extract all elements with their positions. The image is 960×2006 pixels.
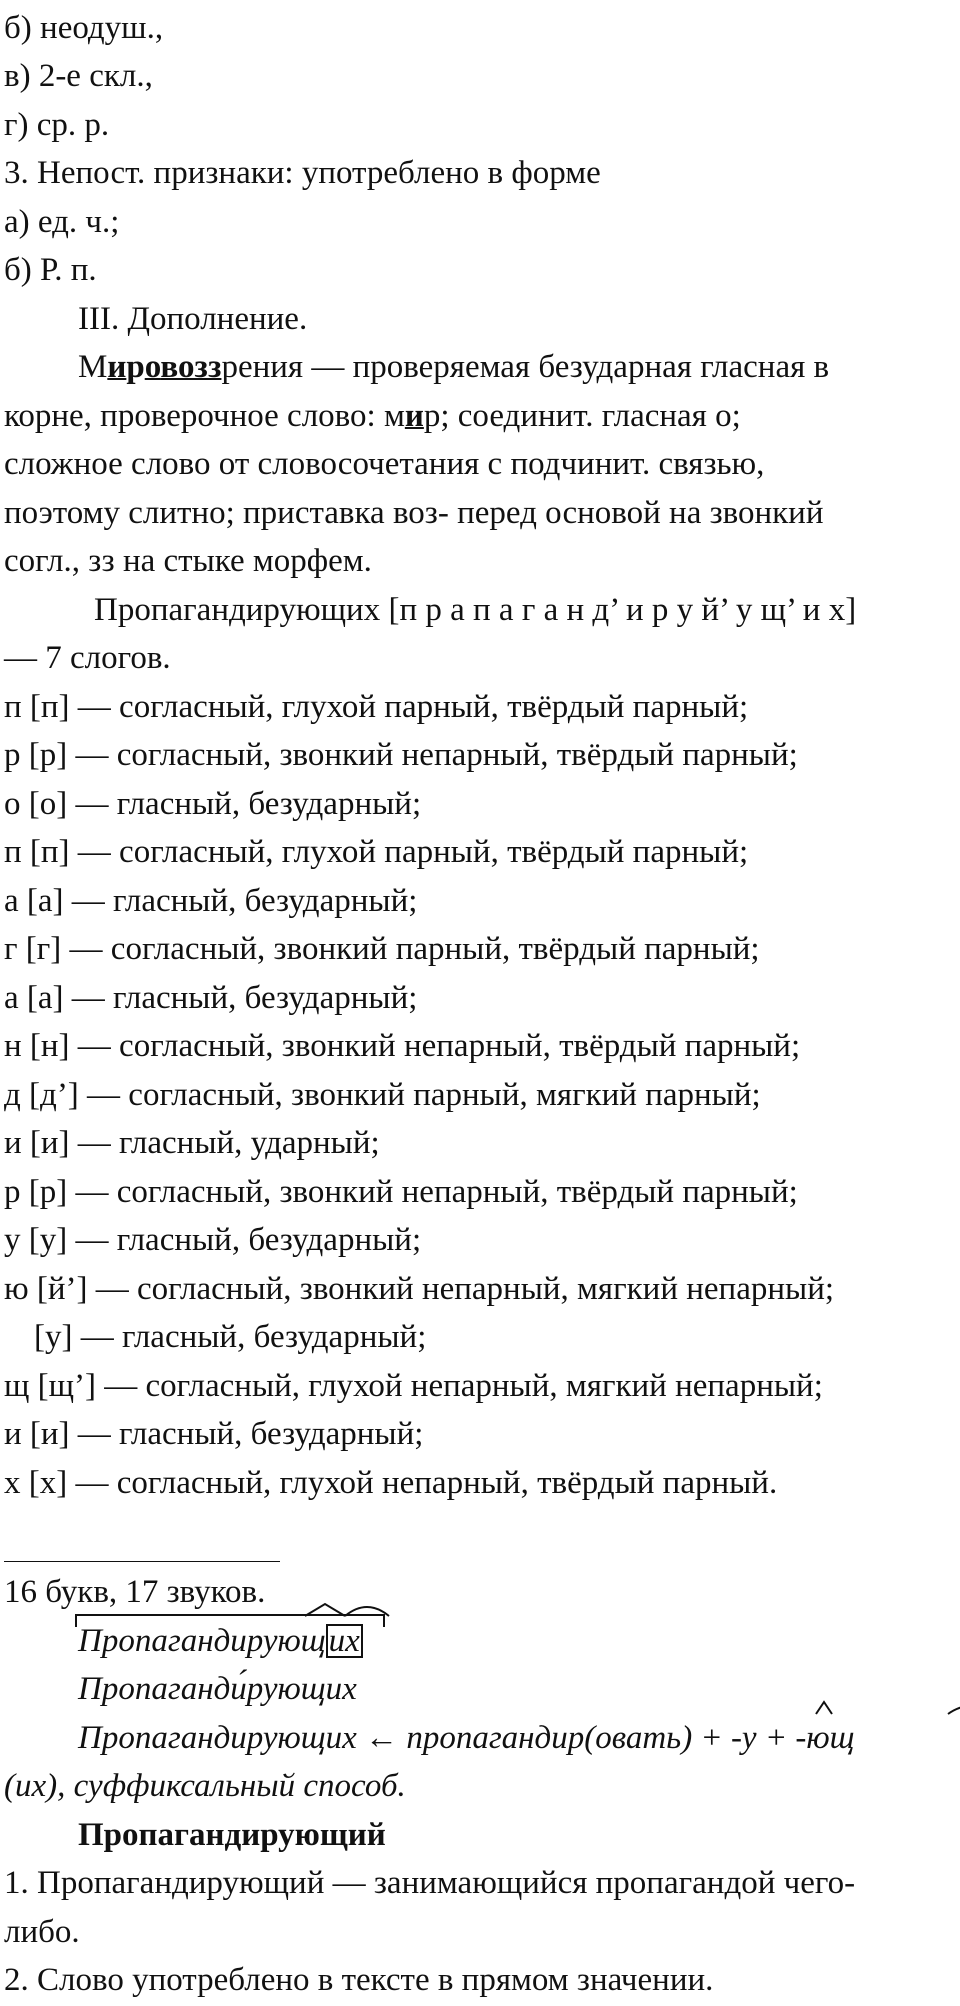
- phonetic-row: п [п] — согласный, глухой парный, твёрдый парный;: [4, 834, 749, 870]
- stem-text: Пропагандирующ: [78, 1623, 326, 1659]
- phonetic-row: и [и] — гласный, безударный;: [4, 1416, 424, 1452]
- explanation-text: — проверяемая безударная гласная в: [303, 349, 830, 385]
- derivation-line: [78, 1714, 855, 1763]
- phonetic-row: н [н] — согласный, звонкий непарный, твёрдый парный;: [4, 1028, 801, 1064]
- transcription-line: Пропагандирующих [п р а п а г а н д’ и р у й’ у щ’ и х]: [94, 592, 857, 628]
- phonetic-row: у [у] — гласный, безударный;: [4, 1222, 422, 1258]
- phonetic-row: ю [й’] — согласный, звонкий непарный, мягкий непарный;: [4, 1271, 835, 1307]
- morpheme-analysis-line: [78, 1617, 363, 1666]
- text-line: г) ср. р.: [4, 107, 110, 143]
- footnote-divider: [4, 1561, 280, 1562]
- text-fragment: корне, проверочное слово: м: [4, 398, 405, 434]
- highlighted-vowel: и: [107, 349, 127, 385]
- phonetic-row: д [д’] — согласный, звонкий парный, мягкий парный;: [4, 1077, 761, 1113]
- word-analysis-line: [78, 343, 829, 392]
- section-heading: III. Дополнение.: [78, 301, 308, 337]
- phonetic-row: а [а] — гласный, безударный;: [4, 980, 418, 1016]
- phonetic-row: [у] — гласный, безударный;: [34, 1319, 427, 1355]
- connecting-vowel: о: [144, 349, 161, 385]
- lexical-item-continuation: либо.: [4, 1914, 80, 1950]
- lexical-item: 2. Слово употреблено в тексте в прямом значении.: [4, 1962, 714, 1998]
- affix-marks: [800, 1698, 960, 1718]
- phonetic-row: р [р] — согласный, звонкий непарный, твёрдый парный;: [4, 1174, 798, 1210]
- phonetic-row: щ [щ’] — согласный, глухой непарный, мягкий непарный;: [4, 1368, 823, 1404]
- text-line: согл., зз на стыке морфем.: [4, 543, 372, 579]
- check-vowel: и: [404, 398, 424, 434]
- text-fragment: р; соединит. гласная о;: [423, 398, 741, 434]
- text-line: 3. Непост. признаки: употреблено в форме: [4, 155, 601, 191]
- phonetic-row: г [г] — согласный, звонкий парный, твёрдый парный;: [4, 931, 760, 967]
- text-line: [4, 392, 741, 441]
- word-part: рения: [221, 349, 304, 385]
- text-line: б) неодуш.,: [4, 10, 164, 46]
- suffix-caret-mark: [303, 1602, 393, 1620]
- syllable-count: — 7 слогов.: [4, 640, 171, 676]
- text-line: б) Р. п.: [4, 252, 97, 288]
- stress-line: Пропаганди́рующих: [78, 1671, 357, 1707]
- phonetic-row: п [п] — согласный, глухой парный, твёрдый парный;: [4, 689, 749, 725]
- phonetic-row: х [х] — согласный, глухой непарный, твёрдый парный.: [4, 1465, 778, 1501]
- lexical-item: 1. Пропагандирующий — занимающийся пропагандой чего-: [4, 1865, 856, 1901]
- text-line: сложное слово от словосочетания с подчинит. связью,: [4, 446, 765, 482]
- derivation-formula: ← пропагандир(овать) + -у + -ющ: [356, 1720, 855, 1756]
- footnote-text: 16 букв, 17 звуков.: [4, 1574, 266, 1610]
- derivation-word: Пропагандирующих: [78, 1720, 357, 1756]
- phonetic-row: р [р] — согласный, звонкий непарный, твёрдый парный;: [4, 737, 798, 773]
- phonetic-row: а [а] — гласный, безударный;: [4, 883, 418, 919]
- text-line: а) ед. ч.;: [4, 204, 120, 240]
- prefix-part: возз: [160, 349, 222, 385]
- lexical-heading: Пропагандирующий: [78, 1817, 386, 1853]
- derivation-line-2: (их), суффиксальный способ.: [4, 1768, 406, 1804]
- word-part: М: [78, 349, 108, 385]
- ending-box: их: [326, 1624, 363, 1658]
- word-part: р: [126, 349, 145, 385]
- text-line: поэтому слитно; приставка воз- перед основой на звонкий: [4, 495, 824, 531]
- text-line: в) 2-е скл.,: [4, 58, 153, 94]
- word-stem: [78, 1617, 326, 1666]
- phonetic-row: и [и] — гласный, ударный;: [4, 1125, 380, 1161]
- phonetic-row: о [о] — гласный, безударный;: [4, 786, 422, 822]
